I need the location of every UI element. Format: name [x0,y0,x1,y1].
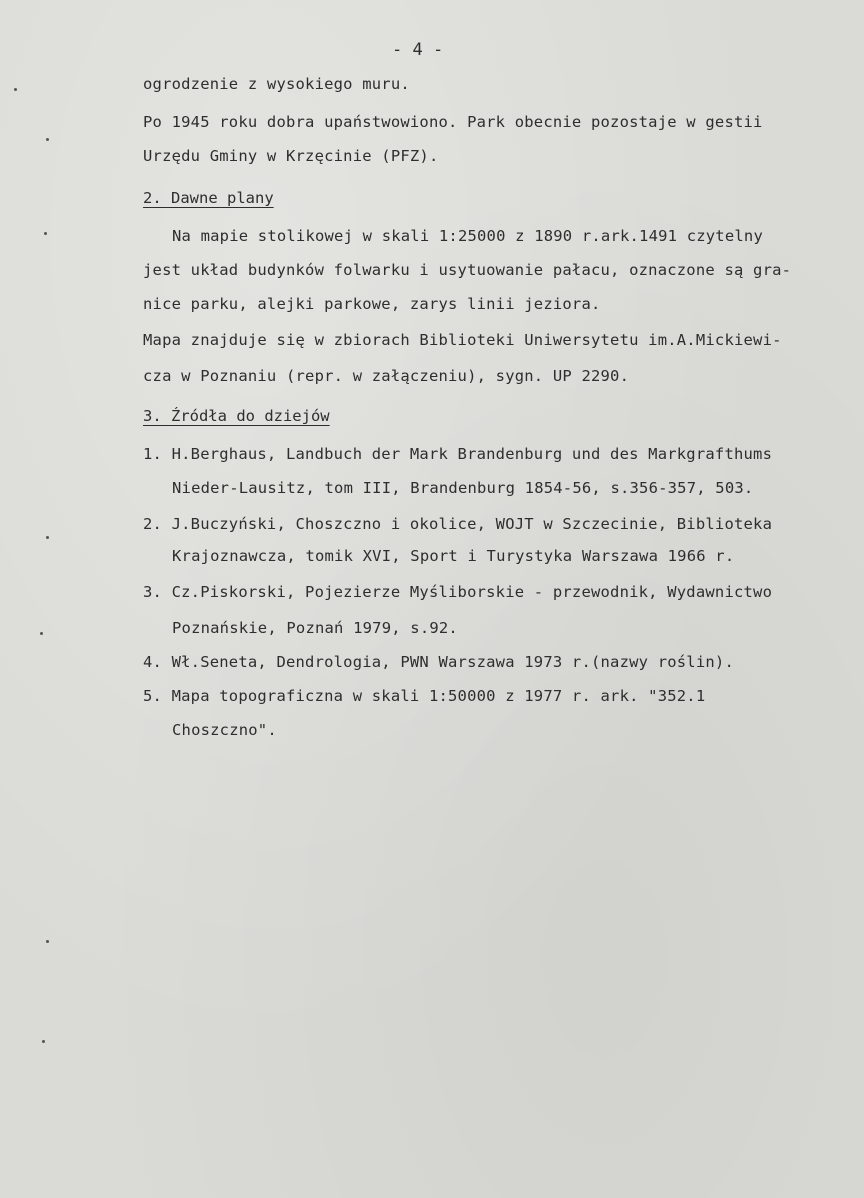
section-2-line: jest układ budynków folwarku i usytuowanie pałacu, oznaczone są gra- [143,261,792,279]
source-item: 5. Mapa topograficzna w skali 1:50000 z 1977 r. ark. "352.1 [143,687,706,705]
scan-speck [42,1040,45,1043]
intro-line: Urzędu Gminy w Krzęcinie (PFZ). [143,147,439,165]
section-2-line: Na mapie stolikowej w skali 1:25000 z 1890 r.ark.1491 czytelny [172,227,763,245]
scan-speck [46,138,49,141]
section-2-line: nice parku, alejki parkowe, zarys linii jeziora. [143,295,601,313]
source-item-continuation: Choszczno". [172,721,277,739]
scan-speck [46,536,49,539]
section-3-heading: 3. Źródła do dziejów [143,407,330,425]
source-item: 2. J.Buczyński, Choszczno i okolice, WOJT w Szczecinie, Biblioteka [143,515,773,533]
source-item-continuation: Krajoznawcza, tomik XVI, Sport i Turystyka Warszawa 1966 r. [172,547,735,565]
section-2-heading: 2. Dawne plany [143,189,274,207]
source-item: 4. Wł.Seneta, Dendrologia, PWN Warszawa 1973 r.(nazwy roślin). [143,653,734,671]
source-item: 3. Cz.Piskorski, Pojezierze Myśliborskie - przewodnik, Wydawnictwo [143,583,773,601]
scan-speck [40,632,43,635]
scan-speck [14,88,17,91]
source-item-continuation: Poznańskie, Poznań 1979, s.92. [172,619,458,637]
section-2-line: cza w Poznaniu (repr. w załączeniu), sygn. UP 2290. [143,367,630,385]
source-item-continuation: Nieder-Lausitz, tom III, Brandenburg 1854-56, s.356-357, 503. [172,479,754,497]
scan-speck [44,232,47,235]
page-number: - 4 - [392,40,444,60]
intro-line: Po 1945 roku dobra upaństwowiono. Park obecnie pozostaje w gestii [143,113,763,131]
scan-speck [46,940,49,943]
section-2-line: Mapa znajduje się w zbiorach Biblioteki Uniwersytetu im.A.Mickiewi- [143,331,782,349]
source-item: 1. H.Berghaus, Landbuch der Mark Brandenburg und des Markgrafthums [143,445,773,463]
intro-line: ogrodzenie z wysokiego muru. [143,75,410,93]
